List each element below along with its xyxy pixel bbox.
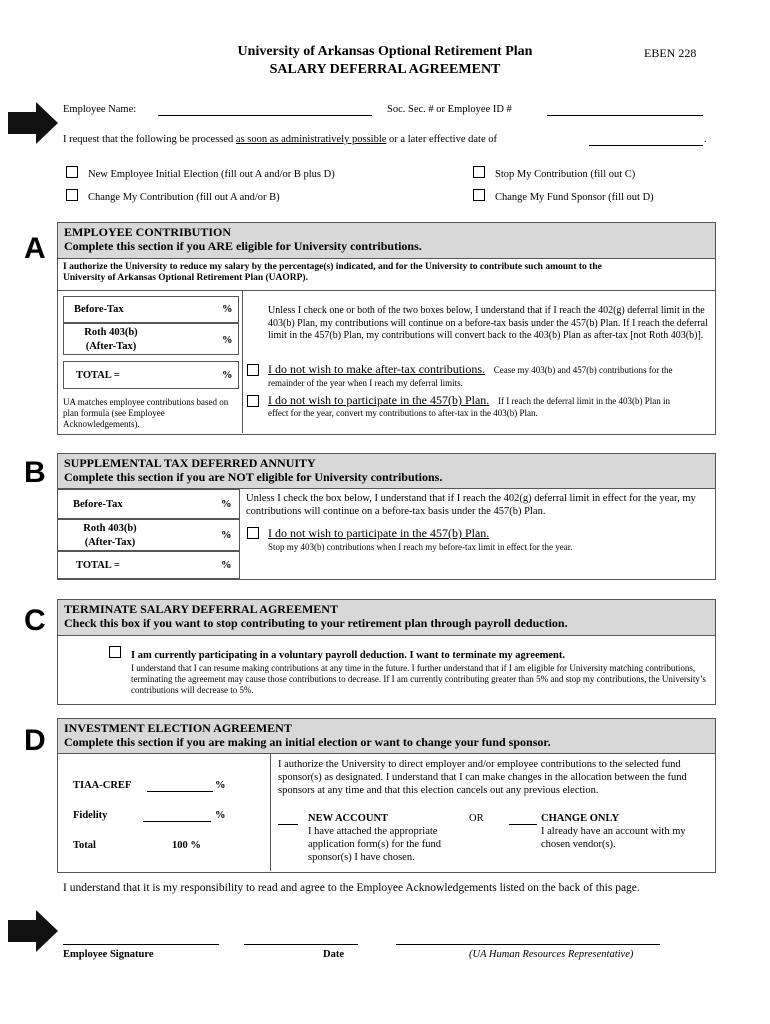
a-no-after-tax-label: I do not wish to make after-tax contributions.	[268, 362, 486, 376]
a-unless-text: Unless I check one or both of the two boxes below, I understand that if I reach the 402(g) deferral limit in the 403(b) Plan, my contributions will continue on a before-tax basis under the 457(b) Plan. If I reach the deferral limit in the 457(b) Plan, my contributions will convert back to the 403(b) Plan as after-tax [not Roth 403(b)].	[268, 305, 708, 341]
section-a-authorize-line2: University of Arkansas Optional Retirement Plan (UAORP).	[63, 273, 308, 283]
d-tiaa-field[interactable]	[147, 791, 213, 792]
a-no-457b-tail2: effect for the year, convert my contributions to after-tax in the 403(b) Plan.	[268, 408, 538, 418]
employee-name-label: Employee Name:	[63, 104, 137, 115]
b-roth-label-2: (After-Tax)	[84, 537, 136, 548]
b-roth-row	[57, 519, 240, 551]
a-no-457b-label: I do not wish to participate in the 457(b) Plan.	[268, 393, 490, 407]
a-no-after-tax-option	[268, 362, 673, 377]
a-total-pct[interactable]: %	[222, 370, 233, 381]
request-end: .	[704, 134, 707, 145]
section-d-header	[57, 718, 716, 754]
d-new-account-field[interactable]	[278, 824, 298, 825]
b-roth-label-1: Roth 403(b)	[83, 523, 137, 534]
change-contribution-label: Change My Contribution (fill out A and/or B)	[88, 192, 280, 203]
a-before-tax-pct[interactable]: %	[222, 304, 233, 315]
ssn-label: Soc. Sec. # or Employee ID #	[387, 104, 512, 115]
a-roth-label-1: Roth 403(b)	[84, 327, 138, 338]
a-roth-pct[interactable]: %	[222, 335, 233, 346]
d-new-account-title: NEW ACCOUNT	[308, 813, 389, 824]
request-prefix: I request that the following be processed	[63, 134, 236, 145]
arrow-right-icon	[8, 102, 58, 144]
d-change-only-text: I already have an account with my chosen vendor(s).	[541, 826, 686, 850]
employee-signature-label: Employee Signature	[63, 949, 154, 960]
a-roth-row	[63, 323, 239, 355]
responsibility-statement: I understand that it is my responsibility to read and agree to the Employee Acknowledgements listed on the back of this page.	[63, 882, 640, 894]
change-fund-sponsor-label: Change My Fund Sponsor (fill out D)	[495, 192, 654, 203]
effective-date-field[interactable]	[589, 145, 703, 146]
employee-signature-line[interactable]	[63, 944, 219, 945]
a-no-after-tax-checkbox[interactable]	[247, 364, 259, 376]
divider	[242, 290, 243, 433]
b-no-457b-checkbox[interactable]	[247, 527, 259, 539]
section-b-letter: B	[24, 456, 46, 489]
b-total-label: TOTAL =	[76, 560, 120, 571]
section-a-header	[57, 222, 716, 259]
d-authorize-text: I authorize the University to direct employer and/or employee contributions to the selected fund sponsor(s) as designated. I understand that I can make changes in the allocation between the fund sponsors at any time and that this election cancels out any previous election.	[278, 759, 687, 796]
d-total-value: 100 %	[172, 840, 201, 851]
section-a-heading: EMPLOYEE CONTRIBUTION	[64, 225, 232, 239]
section-d-heading: INVESTMENT ELECTION AGREEMENT	[64, 721, 292, 735]
request-asap: as soon as administratively possible	[235, 134, 387, 145]
section-b-subheading: Complete this section if you are NOT eligible for University contributions.	[64, 470, 443, 484]
date-label: Date	[323, 949, 344, 960]
section-c-header	[57, 599, 716, 636]
stop-contribution-label: Stop My Contribution (fill out C)	[495, 169, 636, 180]
section-b-header	[57, 453, 716, 489]
a-no-after-tax-tail: Cease my 403(b) and 457(b) contributions for the	[493, 365, 673, 375]
a-no-457b-option	[268, 393, 670, 408]
d-tiaa-label: TIAA-CREF	[73, 780, 132, 791]
c-terminate-detail: I understand that I can resume making contributions at any time in the future. I further understand that if I am eligible for University matching contributions, terminating the agreement may cause those contributions to decrease. If I am currently contributing greater than 5% and stop my contributions, the University’s contributions will decrease to 5%.	[131, 663, 706, 695]
hr-rep-line[interactable]	[396, 944, 660, 945]
section-b-heading: SUPPLEMENTAL TAX DEFERRED ANNUITY	[64, 456, 316, 470]
section-d-letter: D	[24, 724, 46, 757]
a-total-label: TOTAL =	[76, 370, 120, 381]
b-no-457b-label: I do not wish to participate in the 457(b) Plan.	[268, 526, 490, 540]
b-before-tax-label: Before-Tax	[73, 499, 123, 510]
section-c-letter: C	[24, 604, 46, 637]
section-a-subheading: Complete this section if you ARE eligible for University contributions.	[64, 239, 422, 253]
hr-rep-label: (UA Human Resources Representative)	[469, 949, 634, 960]
d-change-only-title: CHANGE ONLY	[541, 813, 620, 824]
arrow-right-icon	[8, 910, 58, 952]
employee-name-field[interactable]	[158, 115, 372, 116]
a-no-after-tax-tail2: remainder of the year when I reach my deferral limits.	[268, 378, 463, 388]
section-a-letter: A	[24, 232, 46, 265]
a-total-row	[63, 361, 239, 389]
change-fund-sponsor-checkbox[interactable]	[473, 189, 485, 201]
section-c-subheading: Check this box if you want to stop contributing to your retirement plan through payroll deduction.	[64, 616, 568, 630]
section-d-subheading: Complete this section if you are making an initial election or want to change your fund sponsor.	[64, 735, 551, 749]
request-statement	[63, 133, 497, 146]
request-suffix: or a later effective date of	[386, 134, 497, 145]
c-terminate-checkbox[interactable]	[109, 646, 121, 658]
b-roth-pct[interactable]: %	[221, 530, 232, 541]
d-or: OR	[469, 813, 484, 824]
section-c-heading: TERMINATE SALARY DEFERRAL AGREEMENT	[64, 602, 338, 616]
ssn-field[interactable]	[547, 115, 703, 116]
a-no-457b-checkbox[interactable]	[247, 395, 259, 407]
d-tiaa-pct: %	[215, 780, 226, 791]
b-before-tax-row	[57, 489, 240, 519]
c-terminate-statement: I am currently participating in a voluntary payroll deduction. I want to terminate my agreement.	[131, 650, 565, 661]
divider	[57, 290, 716, 291]
d-change-only-field[interactable]	[509, 824, 537, 825]
section-a-authorize	[63, 262, 711, 284]
new-election-label: New Employee Initial Election (fill out A and/or B plus D)	[88, 169, 335, 180]
date-line[interactable]	[244, 944, 358, 945]
a-ua-match-note: UA matches employee contributions based on plan formula (see Employee Acknowledgements).	[63, 397, 229, 429]
form-title: University of Arkansas Optional Retirement Plan	[237, 44, 533, 59]
d-fidelity-pct: %	[215, 810, 226, 821]
b-total-row	[57, 551, 240, 579]
d-fidelity-field[interactable]	[143, 821, 211, 822]
b-total-pct[interactable]: %	[221, 560, 232, 571]
b-before-tax-pct[interactable]: %	[221, 499, 232, 510]
a-before-tax-row	[63, 296, 239, 323]
section-a-authorize-line1: I authorize the University to reduce my salary by the percentage(s) indicated, and for the University to contribute such amount to the	[63, 262, 602, 272]
new-election-checkbox[interactable]	[66, 166, 78, 178]
a-roth-label-2: (After-Tax)	[85, 341, 137, 352]
d-new-account-text: I have attached the appropriate application form(s) for the fund sponsor(s) I have chosen.	[308, 826, 441, 863]
divider	[270, 754, 271, 871]
a-no-457b-tail: If I reach the deferral limit in the 403(b) Plan in	[498, 396, 670, 406]
a-before-tax-label: Before-Tax	[74, 304, 124, 315]
d-total-label: Total	[73, 840, 96, 851]
change-contribution-checkbox[interactable]	[66, 189, 78, 201]
stop-contribution-checkbox[interactable]	[473, 166, 485, 178]
d-fidelity-label: Fidelity	[73, 810, 108, 821]
form-code: EBEN 228	[644, 46, 697, 60]
form-subtitle: SALARY DEFERRAL AGREEMENT	[269, 62, 501, 77]
b-unless-text: Unless I check the box below, I understand that if I reach the 402(g) deferral limit in effect for the year, my contributions will continue on a before-tax basis under the 457(b) Plan.	[246, 493, 696, 517]
b-no-457b-tail: Stop my 403(b) contributions when I reach my before-tax limit in effect for the year.	[268, 542, 573, 552]
